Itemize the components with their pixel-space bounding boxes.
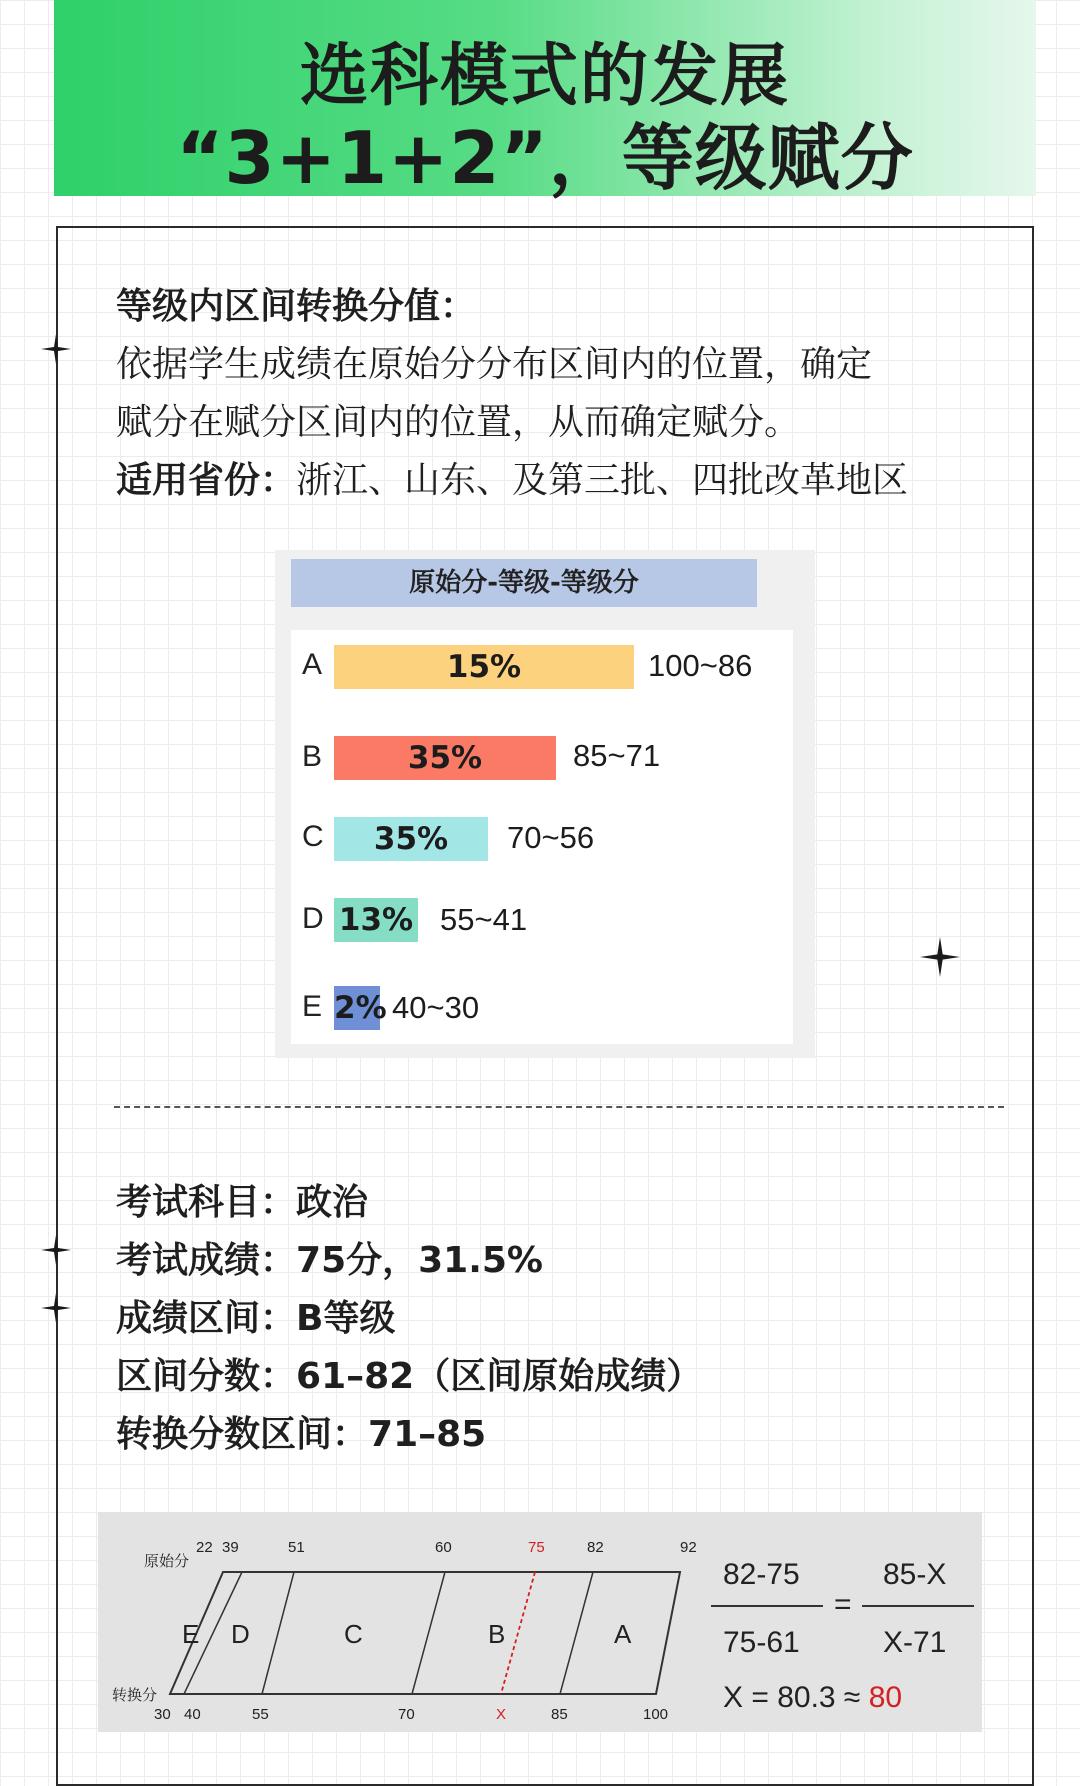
grade-range-a: 100~86 — [648, 648, 753, 683]
score-label: 考试成绩： — [116, 1240, 297, 1281]
fraction-bar-right — [862, 1605, 974, 1607]
segment-label: D — [231, 1619, 250, 1649]
formula-equals: = — [834, 1588, 852, 1621]
intro-line-2: 赋分在赋分区间内的位置，从而确定赋分。 — [116, 402, 801, 443]
grade-chart-title: 原始分-等级-等级分 — [291, 559, 757, 607]
converted-tick: 85 — [551, 1706, 568, 1723]
grade-bar-d: 13% — [334, 898, 418, 942]
raw-range-value: 61–82（区间原始成绩） — [296, 1356, 703, 1397]
section-divider — [114, 1106, 1004, 1108]
intro-heading: 等级内区间转换分值： — [116, 286, 477, 327]
page-subtitle: “3+1+2”，等级赋分 — [176, 116, 914, 200]
converted-tick: 40 — [184, 1706, 201, 1723]
subject-line — [116, 1174, 368, 1225]
level-label: 成绩区间： — [116, 1298, 297, 1339]
converted-axis-label: 转换分 — [112, 1687, 158, 1704]
subject-label: 考试科目： — [116, 1182, 297, 1223]
converted-tick: 70 — [398, 1706, 415, 1723]
boundary-line — [262, 1572, 294, 1694]
raw-tick-highlight: 75 — [528, 1539, 545, 1556]
raw-tick: 92 — [680, 1539, 697, 1556]
converted-tick: 100 — [643, 1706, 669, 1723]
grade-bar-c: 35% — [334, 817, 488, 861]
grade-bar-b: 35% — [334, 736, 556, 780]
grade-range-b: 85~71 — [573, 738, 661, 773]
formula-result-prefix: X = 80.3 ≈ — [723, 1681, 869, 1714]
provinces-label: 适用省份： — [116, 460, 297, 501]
score-value: 75分，31.5% — [296, 1240, 544, 1281]
boundary-line — [412, 1572, 445, 1694]
sparkle-icon — [41, 334, 71, 364]
converted-tick: 30 — [154, 1706, 171, 1723]
formula-result — [723, 1681, 902, 1715]
converted-tick: 55 — [252, 1706, 269, 1723]
subject-value: 政治 — [296, 1182, 369, 1223]
raw-tick: 39 — [222, 1539, 239, 1556]
intro-line-1: 依据学生成绩在原始分分布区间内的位置，确定 — [116, 344, 873, 385]
formula-denominator-right: X-71 — [883, 1626, 947, 1659]
grade-letter-a: A — [302, 648, 323, 681]
title-banner — [54, 0, 1036, 200]
grade-range-e: 40~30 — [392, 990, 480, 1025]
grade-bar-a: 15% — [334, 645, 634, 689]
formula-numerator-right: 85-X — [883, 1558, 947, 1591]
segment-label: A — [614, 1619, 632, 1649]
segment-label: E — [182, 1619, 200, 1649]
grade-range-d: 55~41 — [440, 902, 528, 937]
converted-tick-highlight: X — [496, 1706, 507, 1723]
raw-tick: 60 — [435, 1539, 452, 1556]
grade-range-c: 70~56 — [507, 820, 595, 855]
provinces-value: 浙江、山东、及第三批、四批改革地区 — [296, 460, 909, 501]
page-title: 选科模式的发展 — [299, 37, 790, 116]
boundary-line — [560, 1572, 593, 1694]
grade-letter-b: B — [302, 740, 323, 773]
fraction-bar-left — [711, 1605, 823, 1607]
provinces-line — [116, 452, 908, 510]
grade-letter-e: E — [302, 990, 323, 1023]
raw-range-label: 区间分数： — [116, 1356, 297, 1397]
formula-denominator-left: 75-61 — [723, 1626, 800, 1659]
score-line — [116, 1232, 543, 1283]
score-marker-line — [501, 1572, 535, 1694]
sparkle-icon — [920, 937, 960, 977]
converted-value: 71–85 — [368, 1414, 487, 1455]
sparkle-icon — [41, 1293, 71, 1323]
grade-letter-c: C — [302, 820, 324, 853]
raw-tick: 51 — [288, 1539, 305, 1556]
raw-tick: 82 — [587, 1539, 604, 1556]
formula-result-value: 80 — [868, 1681, 903, 1714]
grade-letter-d: D — [302, 902, 324, 935]
segment-label: B — [488, 1619, 506, 1649]
raw-tick: 22 — [196, 1539, 213, 1556]
raw-axis-label: 原始分 — [144, 1553, 190, 1570]
grade-bar-e: 2% — [334, 986, 380, 1030]
converted-label: 转换分数区间： — [116, 1414, 369, 1455]
segment-label: C — [344, 1619, 363, 1649]
converted-line — [116, 1406, 486, 1457]
formula-numerator-left: 82-75 — [723, 1558, 800, 1591]
level-line — [116, 1290, 395, 1341]
level-value: B等级 — [296, 1298, 396, 1339]
sparkle-icon — [41, 1235, 71, 1265]
raw-range-line — [116, 1348, 702, 1399]
